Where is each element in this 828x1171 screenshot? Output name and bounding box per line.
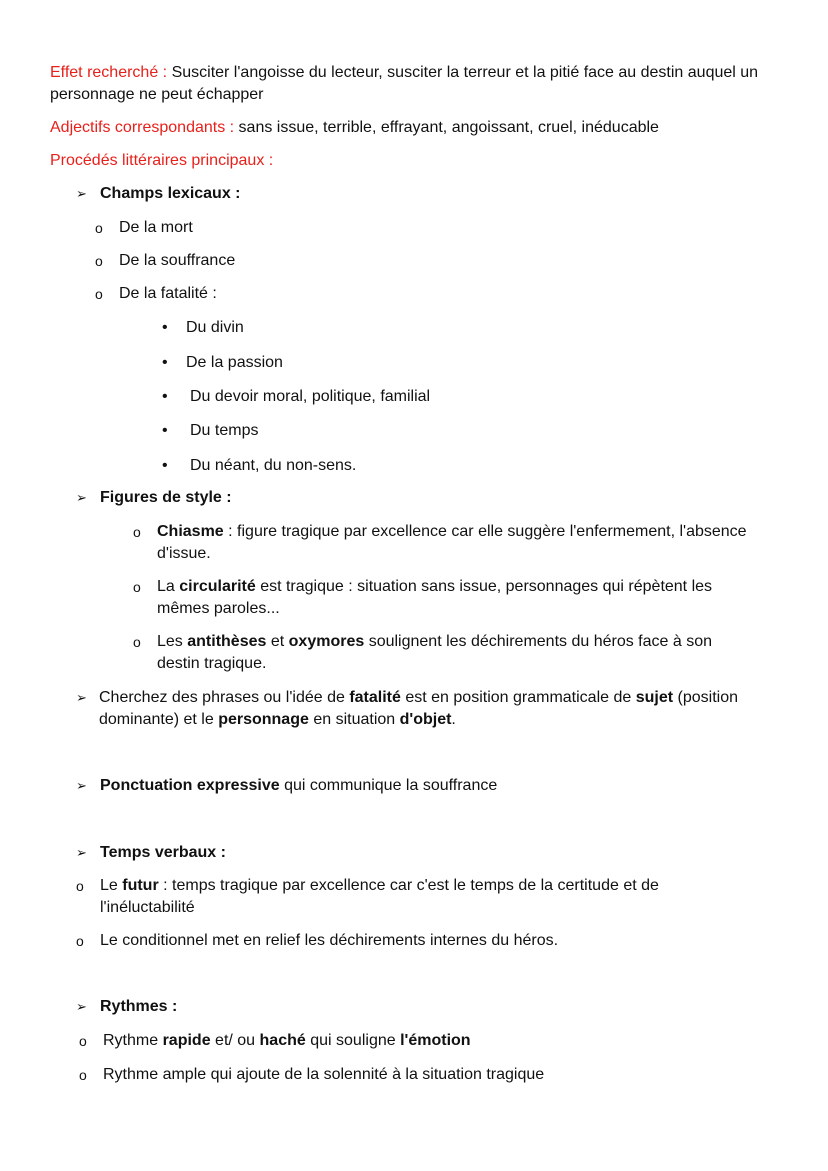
arrow-bullet-icon: ➢: [76, 999, 87, 1014]
rythme-ample-item: Rythme ample qui ajoute de la solennité à la situation tragique: [103, 1066, 545, 1083]
effet-recherche: [50, 62, 780, 106]
adjectifs-label: Adjectifs correspondants :: [50, 119, 235, 136]
ponctuation-item: Ponctuation expressive qui communique la souffrance: [100, 777, 498, 794]
temps-heading: Temps verbaux :: [100, 844, 226, 861]
dot-bullet-icon: •: [162, 388, 168, 405]
procedes-heading: Procédés littéraires principaux :: [50, 152, 274, 169]
arrow-bullet-icon: ➢: [76, 778, 87, 793]
list-item: Du divin: [186, 319, 244, 336]
effet-label: Effet recherché :: [50, 64, 168, 81]
arrow-bullet-icon: ➢: [76, 490, 87, 505]
circle-bullet-icon: o: [79, 1033, 87, 1049]
arrow-bullet-icon: ➢: [76, 186, 87, 201]
circularite-item: La circularité est tragique : situation sans issue, personnages qui répètent les mêmes paroles...: [157, 578, 713, 617]
circle-bullet-icon: o: [79, 1067, 87, 1083]
dot-bullet-icon: •: [162, 457, 168, 474]
rythme-rapide-item: Rythme rapide et/ ou haché qui souligne l'émotion: [103, 1032, 471, 1049]
adjectifs-text: sans issue, terrible, effrayant, angoissant, cruel, inéducable: [238, 119, 659, 136]
conditionnel-item: Le conditionnel met en relief les déchirements internes du héros.: [100, 932, 559, 949]
dot-bullet-icon: •: [162, 422, 168, 439]
rythmes-heading: Rythmes :: [100, 998, 178, 1015]
arrow-bullet-icon: ➢: [76, 690, 87, 705]
circle-bullet-icon: o: [95, 220, 103, 236]
champs-heading: Champs lexicaux :: [100, 185, 241, 202]
futur-item: Le futur : temps tragique par excellence car c'est le temps de la certitude et de l'inéluctabilité: [100, 877, 659, 916]
list-item: De la souffrance: [119, 252, 236, 269]
antitheses-item: Les antithèses et oxymores soulignent les déchirements du héros face à son destin tragique.: [157, 633, 713, 672]
figures-heading: Figures de style :: [100, 489, 232, 506]
list-item: De la mort: [119, 219, 193, 236]
adjectifs-correspondants: [50, 117, 659, 139]
circle-bullet-icon: o: [133, 579, 141, 595]
dot-bullet-icon: •: [162, 319, 168, 336]
list-item: Du devoir moral, politique, familial: [190, 388, 431, 405]
circle-bullet-icon: o: [76, 933, 84, 949]
list-item: De la fatalité :: [119, 285, 217, 302]
list-item: Du temps: [190, 422, 259, 439]
circle-bullet-icon: o: [133, 524, 141, 540]
list-item: Du néant, du non-sens.: [190, 457, 357, 474]
circle-bullet-icon: o: [95, 253, 103, 269]
list-item: De la passion: [186, 354, 283, 371]
arrow-bullet-icon: ➢: [76, 845, 87, 860]
chiasme-item: Chiasme : figure tragique par excellence car elle suggère l'enfermement, l'absence d'issue.: [157, 523, 747, 562]
cherchez-item: Cherchez des phrases ou l'idée de fatalité est en position grammaticale de sujet (position dominante) et le personnage en situation d'objet.: [99, 689, 738, 728]
circle-bullet-icon: o: [133, 634, 141, 650]
circle-bullet-icon: o: [76, 878, 84, 894]
circle-bullet-icon: o: [95, 286, 103, 302]
dot-bullet-icon: •: [162, 354, 168, 371]
effet-text: Susciter l'angoisse du lecteur, susciter la terreur et la pitié face au destin auquel un personnage ne peut échapper: [50, 64, 759, 103]
